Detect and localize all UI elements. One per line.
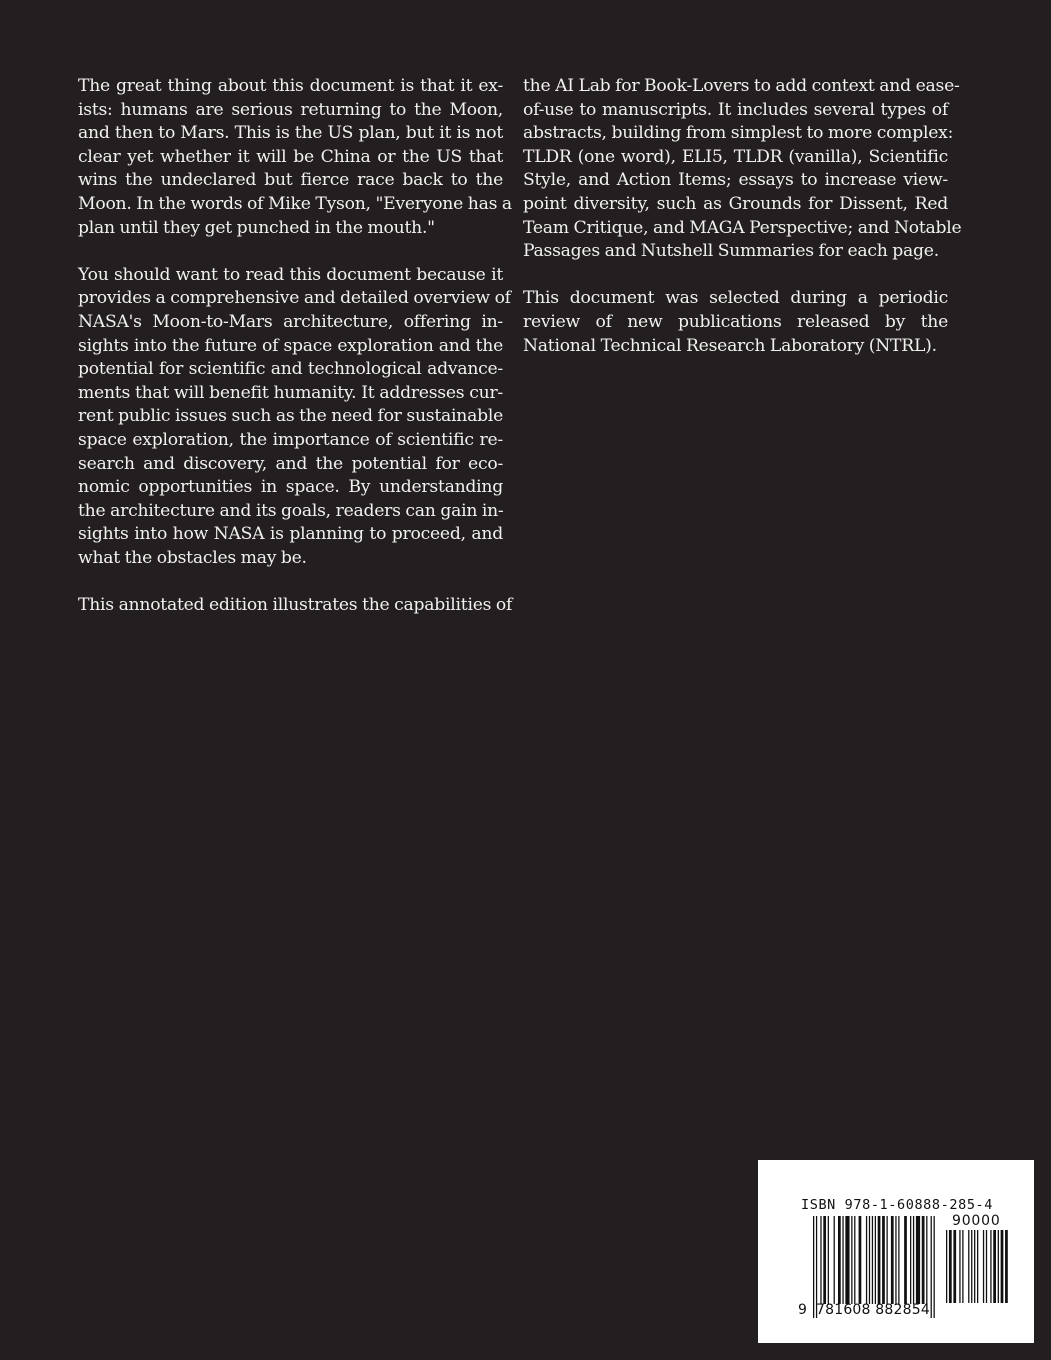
text-line: sights into the future of space exploration and the (78, 335, 503, 356)
text-line: search and discovery, and the potential for eco- (78, 453, 503, 474)
paragraph-intro (78, 75, 512, 240)
paragraph-why-read (78, 264, 511, 571)
paragraph-selection-note (523, 287, 948, 358)
text-line: wins the undeclared but fierce race back to the (78, 170, 503, 191)
text-line: Style, and Action Items; essays to increase view- (523, 170, 948, 191)
text-line: NASA's Moon-to-Mars architecture, offering in- (78, 311, 503, 332)
text-line: clear yet whether it will be China or the US that (78, 146, 503, 167)
text-line: National Technical Research Laboratory (NTRL). (523, 335, 937, 356)
text-line: Team Critique, and MAGA Perspective; and Notable (523, 217, 962, 238)
text-line: the AI Lab for Book-Lovers to add context and ease- (523, 76, 960, 96)
text-line: the architecture and its goals, readers can gain in- (78, 500, 504, 521)
text-line: point diversity, such as Grounds for Dissent, Red (523, 193, 948, 214)
text-line: nomic opportunities in space. By understanding (78, 477, 503, 498)
paragraph-annotated-edition (78, 594, 513, 618)
text-line: space exploration, the importance of scientific re- (78, 429, 503, 450)
barcode-digits: 781608 882854 (816, 1302, 930, 1318)
text-line: Moon. In the words of Mike Tyson, "Everyone has a (78, 193, 512, 214)
text-line: You should want to read this document because it (78, 264, 503, 285)
text-line: The great thing about this document is that it ex- (78, 76, 503, 96)
paragraph-annotated-edition-continued (523, 75, 962, 264)
text-line: of-use to manuscripts. It includes several types of (523, 99, 948, 120)
text-line: what the obstacles may be. (78, 547, 307, 568)
text-line: This document was selected during a periodic (523, 288, 948, 309)
left-column (78, 75, 513, 641)
text-line: review of new publications released by the (523, 311, 948, 332)
text-line: ments that will benefit humanity. It addresses cur- (78, 382, 503, 403)
text-line: plan until they get punched in the mouth." (78, 217, 435, 238)
text-line: TLDR (one word), ELI5, TLDR (vanilla), Scientific (523, 146, 948, 167)
ean5-addon-barcode-icon (945, 1230, 1009, 1303)
right-column (523, 75, 962, 382)
text-line: rent public issues such as the need for sustainable (78, 406, 503, 427)
text-line: Passages and Nutshell Summaries for each page. (523, 241, 939, 262)
text-line: abstracts, building from simplest to more complex: (523, 123, 954, 144)
text-line: potential for scientific and technological advance- (78, 359, 503, 380)
price-addon-label: 90000 (952, 1213, 1001, 1229)
isbn-barcode-box (758, 1160, 1034, 1343)
text-line: provides a comprehensive and detailed overview of (78, 288, 511, 309)
text-line: This annotated edition illustrates the capabilities of (78, 595, 513, 616)
text-line: sights into how NASA is planning to proceed, and (78, 524, 503, 545)
text-line: and then to Mars. This is the US plan, but it is not (78, 123, 503, 144)
isbn-label: ISBN 978-1-60888-285-4 (801, 1197, 994, 1213)
barcode-first-digit: 9 (798, 1302, 807, 1318)
text-line: ists: humans are serious returning to the Moon, (78, 99, 503, 120)
